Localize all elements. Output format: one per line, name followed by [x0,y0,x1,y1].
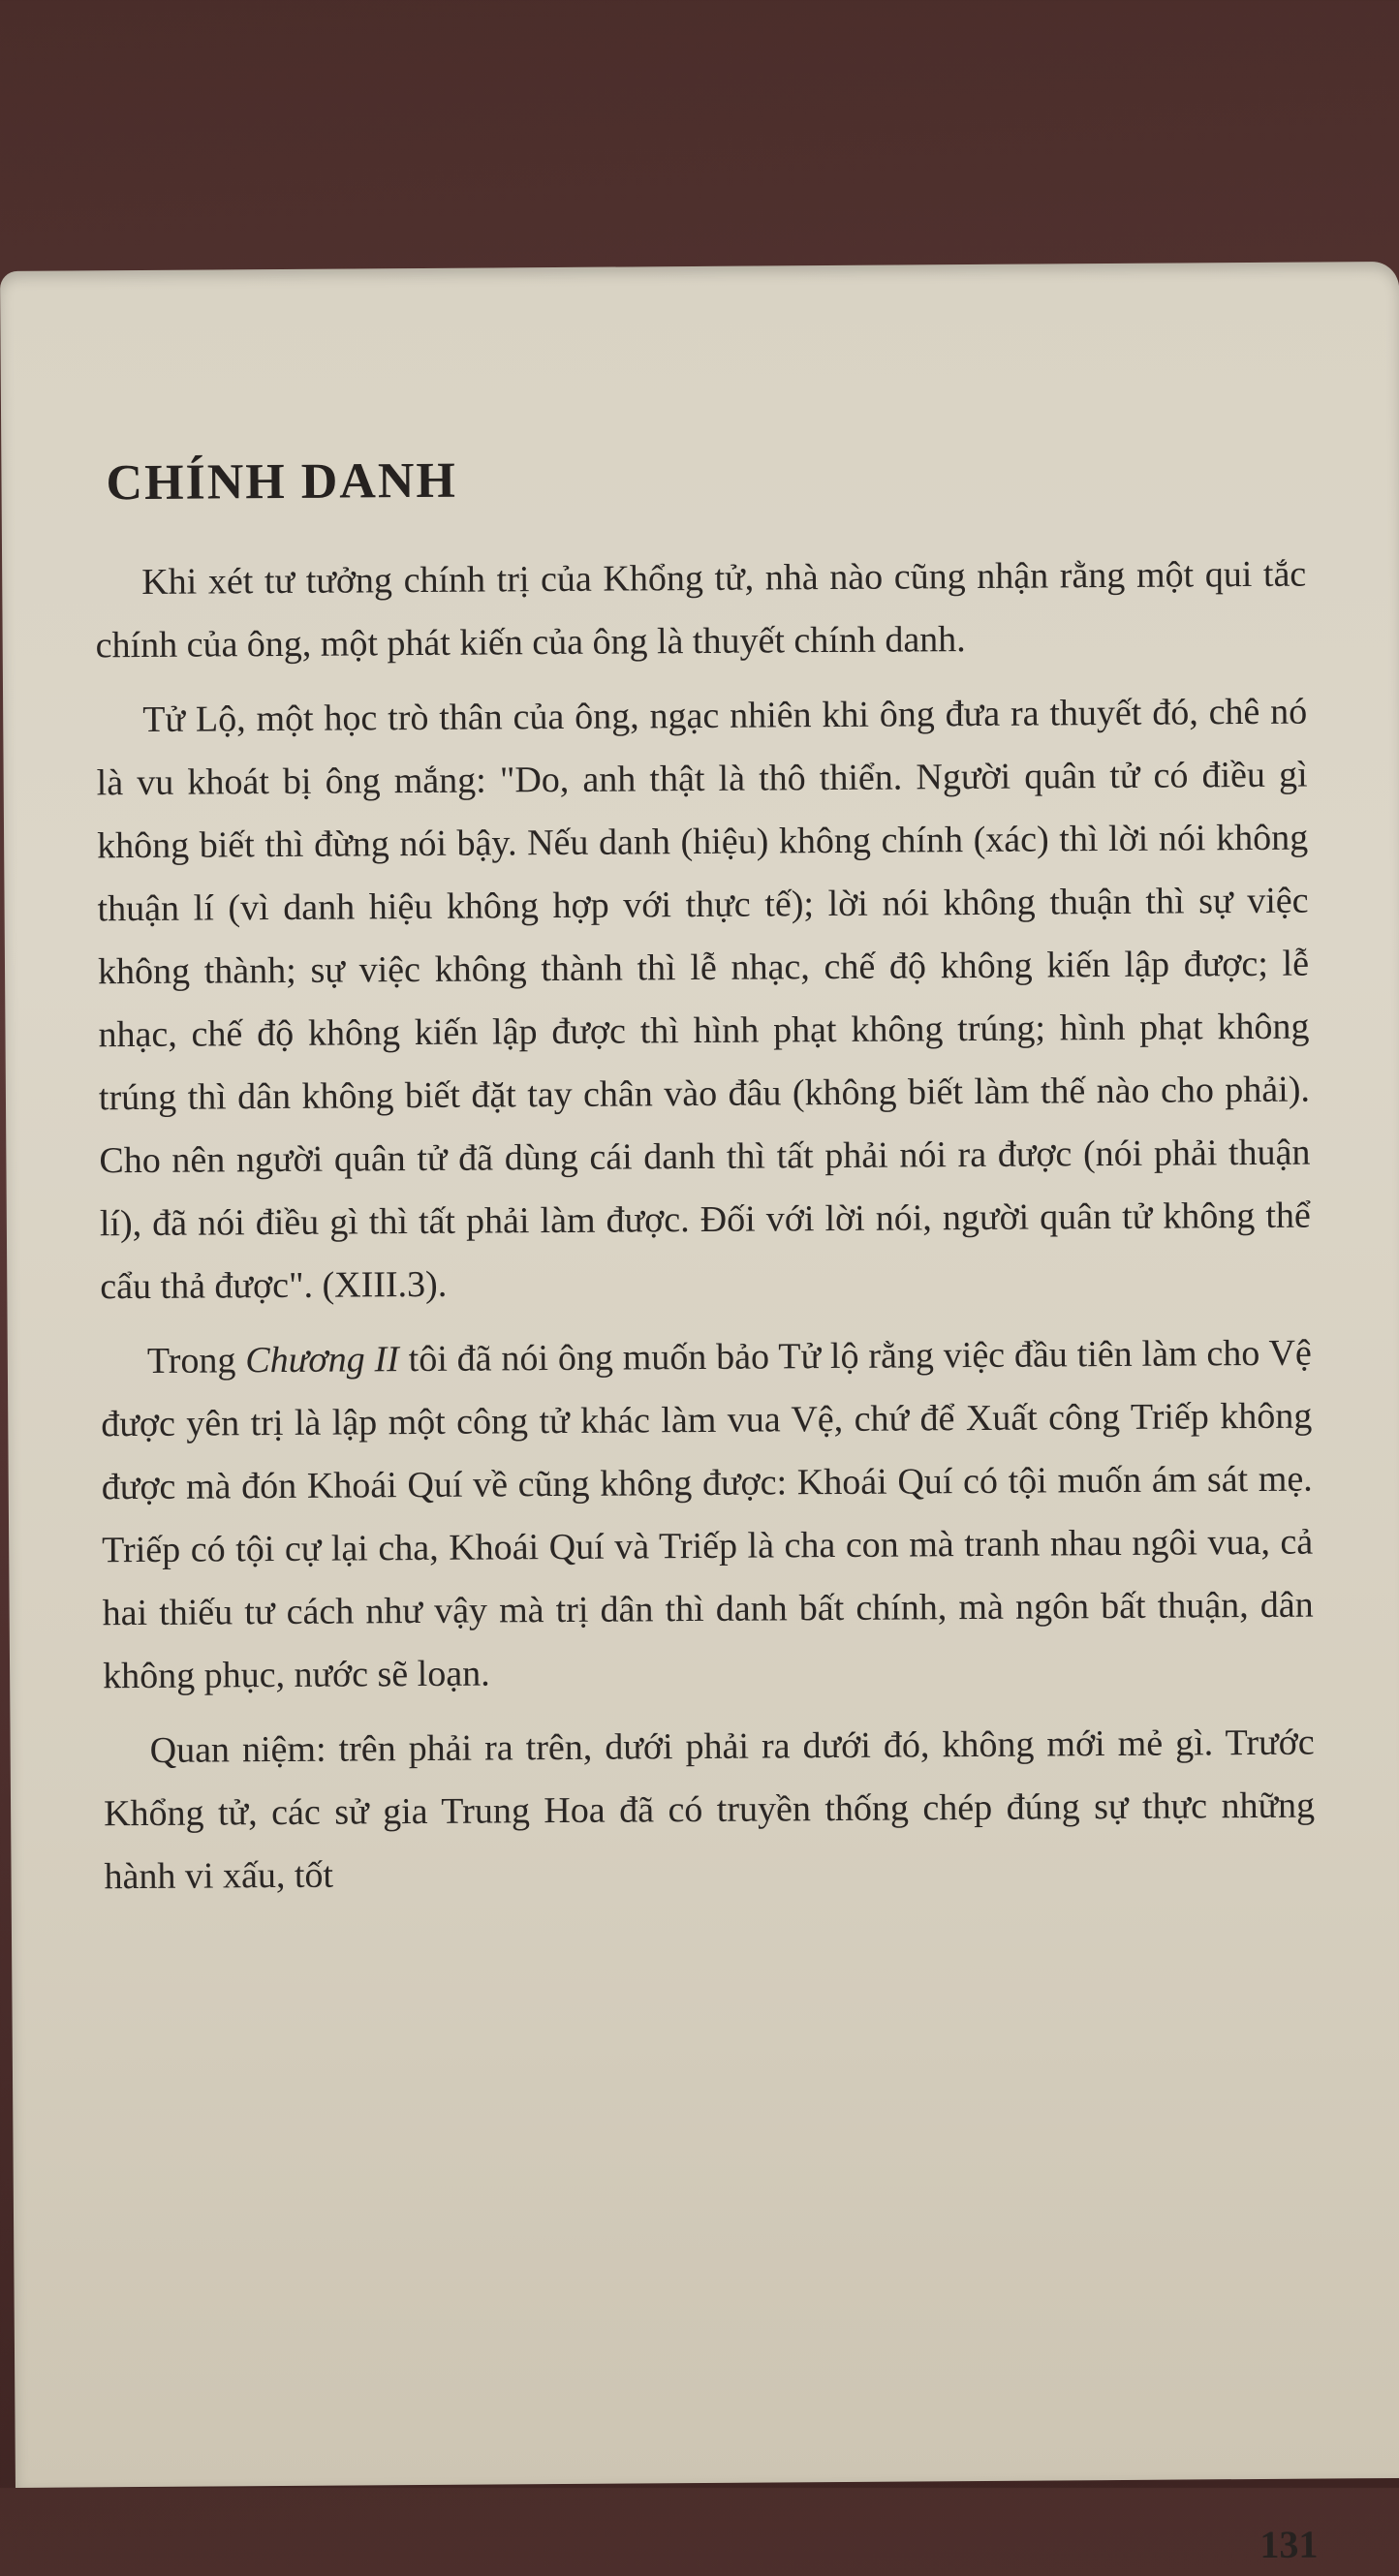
paragraph-2: Tử Lộ, một học trò thân của ông, ngạc nhiên khi ông đưa ra thuyết đó, chê nó là vu khoát bị ông mắng: "Do, anh thật là thô thiển. Người quân tử có điều gì không biết thì đừng nói bậy. Nếu danh (hiệu) không chính (xác) thì lời nói không thuận lí (vì danh hiệu không hợp với thực tế); lời nói không thuận thì sự việc không thành; sự việc không thành thì lễ nhạc, chế độ không kiến lập được; lễ nhạc, chế độ không kiến lập được thì hình phạt không trúng; hình phạt không trúng thì dân không biết đặt tay chân vào đâu (không biết làm thế nào cho phải). Cho nên người quân tử đã dùng cái danh thì tất phải nói ra được (nói phải thuận lí), đã nói điều gì thì tất phải làm được. Đối với lời nói, người quân tử không thể cẩu thả được". (XIII.3). [96,691,1311,1308]
body-text [95,543,1316,1909]
paragraph-3-rest: tôi đã nói ông muốn bảo Tử lộ rằng việc đầu tiên làm cho Vệ được yên trị là lập một công tử khác làm vua Vệ, chứ để Xuất công Triếp không được mà đón Khoái Quí về cũng không được: Khoái Quí có tội muốn ám sát mẹ. Triếp có tội cự lại cha, Khoái Quí và Triếp là cha con mà tranh nhau ngôi vua, cả hai thiếu tư cách như vậy mà trị dân thì danh bất chính, mà ngôn bất thuận, dân không phục, nước sẽ loạn. [101,1332,1314,1697]
paragraph-3-lead: Trong [146,1340,246,1381]
chapter-title: CHÍNH DANH [106,452,458,512]
book-page [0,262,1399,2566]
paragraph-4: Quan niệm: trên phải ra trên, dưới phải ra dưới đó, không mới mẻ gì. Trước Khổng tử, các sử gia Trung Hoa đã có truyền thống chép đúng sự thực những hành vi xấu, tốt [103,1722,1316,1898]
paragraph-3 [101,1322,1315,1709]
paragraph-1: Khi xét tư tưởng chính trị của Khổng tử, nhà nào cũng nhận rằng một qui tắc chính của ông, một phát kiến của ông là thuyết chính danh. [95,553,1307,667]
page-number: 131 [1259,2522,1319,2566]
chapter-reference: Chương II [245,1339,399,1381]
